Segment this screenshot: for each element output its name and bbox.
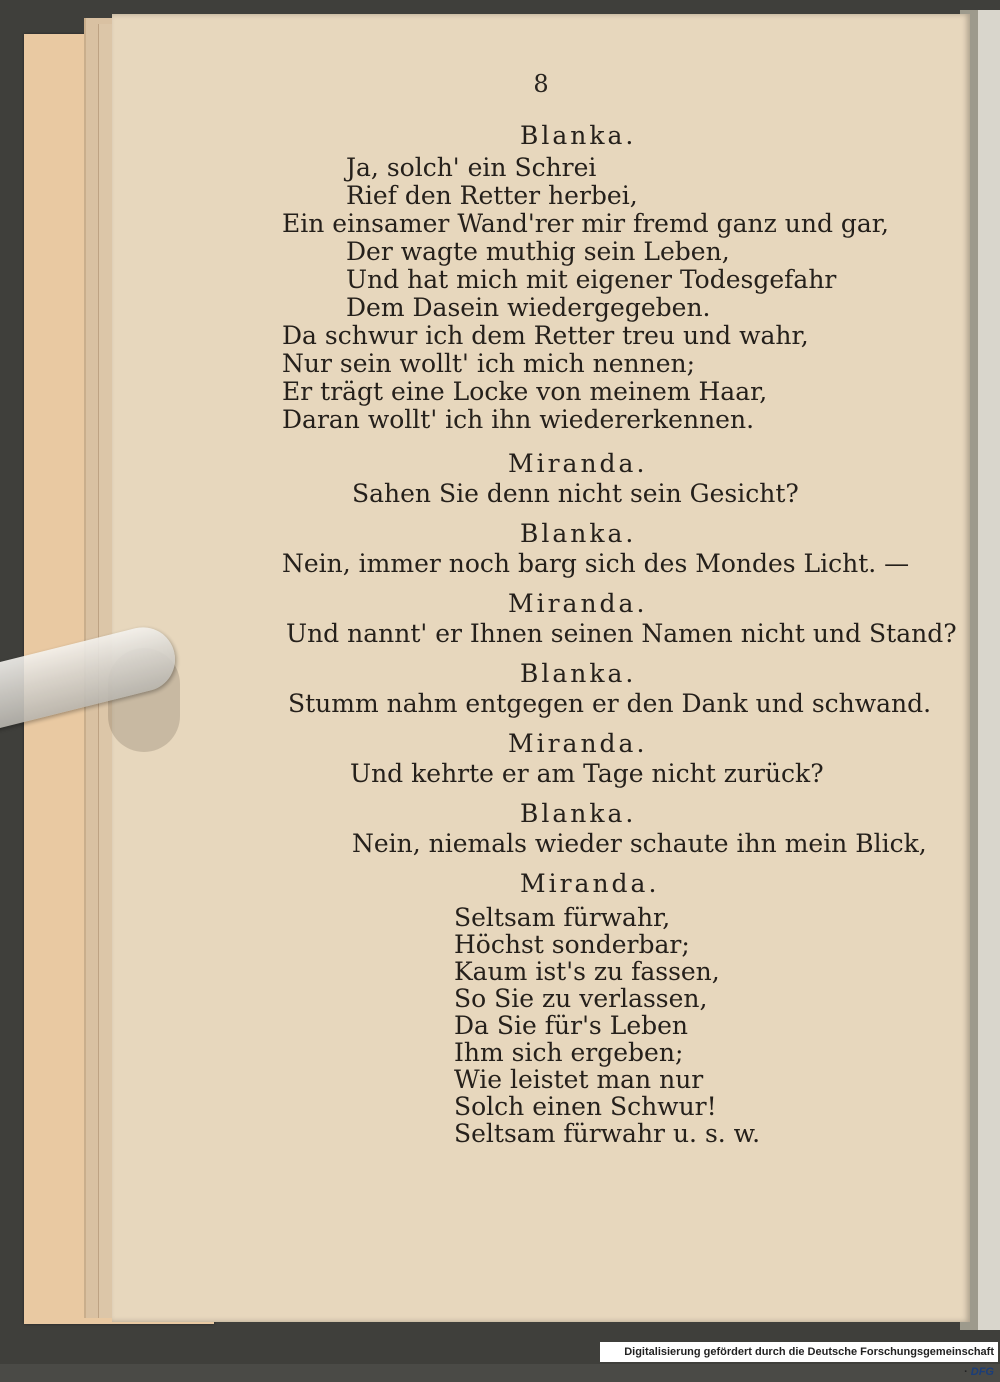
verse-line: Ein einsamer Wand'rer mir fremd ganz und gar, (282, 209, 889, 238)
speaker-name: Miranda. (508, 449, 648, 478)
verse-line: Da schwur ich dem Retter treu und wahr, (282, 321, 809, 350)
verse-line: Und nannt' er Ihnen seinen Namen nicht und Stand? (286, 619, 957, 648)
verse-line: Seltsam fürwahr u. s. w. (454, 1119, 761, 1148)
verse-line: Ja, solch' ein Schrei (346, 153, 597, 182)
speaker-name: Miranda. (520, 869, 660, 898)
verse-line: Daran wollt' ich ihn wiedererkennen. (282, 405, 755, 434)
verse-line: Wie leistet man nur (454, 1065, 704, 1094)
footer-text: Digitalisierung gefördert durch die Deutsche Forschungsgemeinschaft · (624, 1346, 994, 1378)
right-scan-margin (978, 10, 1000, 1330)
verse-line: Kaum ist's zu fassen, (454, 957, 720, 986)
digitization-footer (600, 1342, 998, 1378)
verse-line: Dem Dasein wiedergegeben. (346, 293, 711, 322)
verse-line: Und hat mich mit eigener Todesgefahr (346, 265, 837, 294)
verse-line: Er trägt eine Locke von meinem Haar, (282, 377, 768, 406)
verse-line: Stumm nahm entgegen er den Dank und schwand. (288, 689, 932, 718)
speaker-name: Blanka. (520, 519, 637, 548)
speaker-name: Miranda. (508, 589, 648, 618)
book-page (112, 14, 970, 1322)
page-number: 8 (533, 70, 549, 98)
verse-line: Der wagte muthig sein Leben, (346, 237, 730, 266)
verse-line: So Sie zu verlassen, (454, 984, 708, 1013)
verse-line: Nein, immer noch barg sich des Mondes Licht. — (282, 549, 910, 578)
verse-line: Solch einen Schwur! (454, 1092, 717, 1121)
speaker-name: Blanka. (520, 799, 637, 828)
verse-line: Seltsam fürwahr, (454, 903, 671, 932)
verse-line: Da Sie für's Leben (454, 1011, 689, 1040)
verse-line: Rief den Retter herbei, (346, 181, 638, 210)
verse-line: Sahen Sie denn nicht sein Gesicht? (352, 479, 799, 508)
verse-line: Nein, niemals wieder schaute ihn mein Blick, (352, 829, 927, 858)
speaker-name: Miranda. (508, 729, 648, 758)
speaker-name: Blanka. (520, 121, 637, 150)
dfg-logo: DFG (970, 1366, 994, 1378)
verse-line: Und kehrte er am Tage nicht zurück? (350, 759, 824, 788)
speaker-name: Blanka. (520, 659, 637, 688)
verse-line: Ihm sich ergeben; (454, 1038, 684, 1067)
verse-line: Nur sein wollt' ich mich nennen; (282, 349, 696, 378)
verse-line: Höchst sonderbar; (454, 930, 690, 959)
